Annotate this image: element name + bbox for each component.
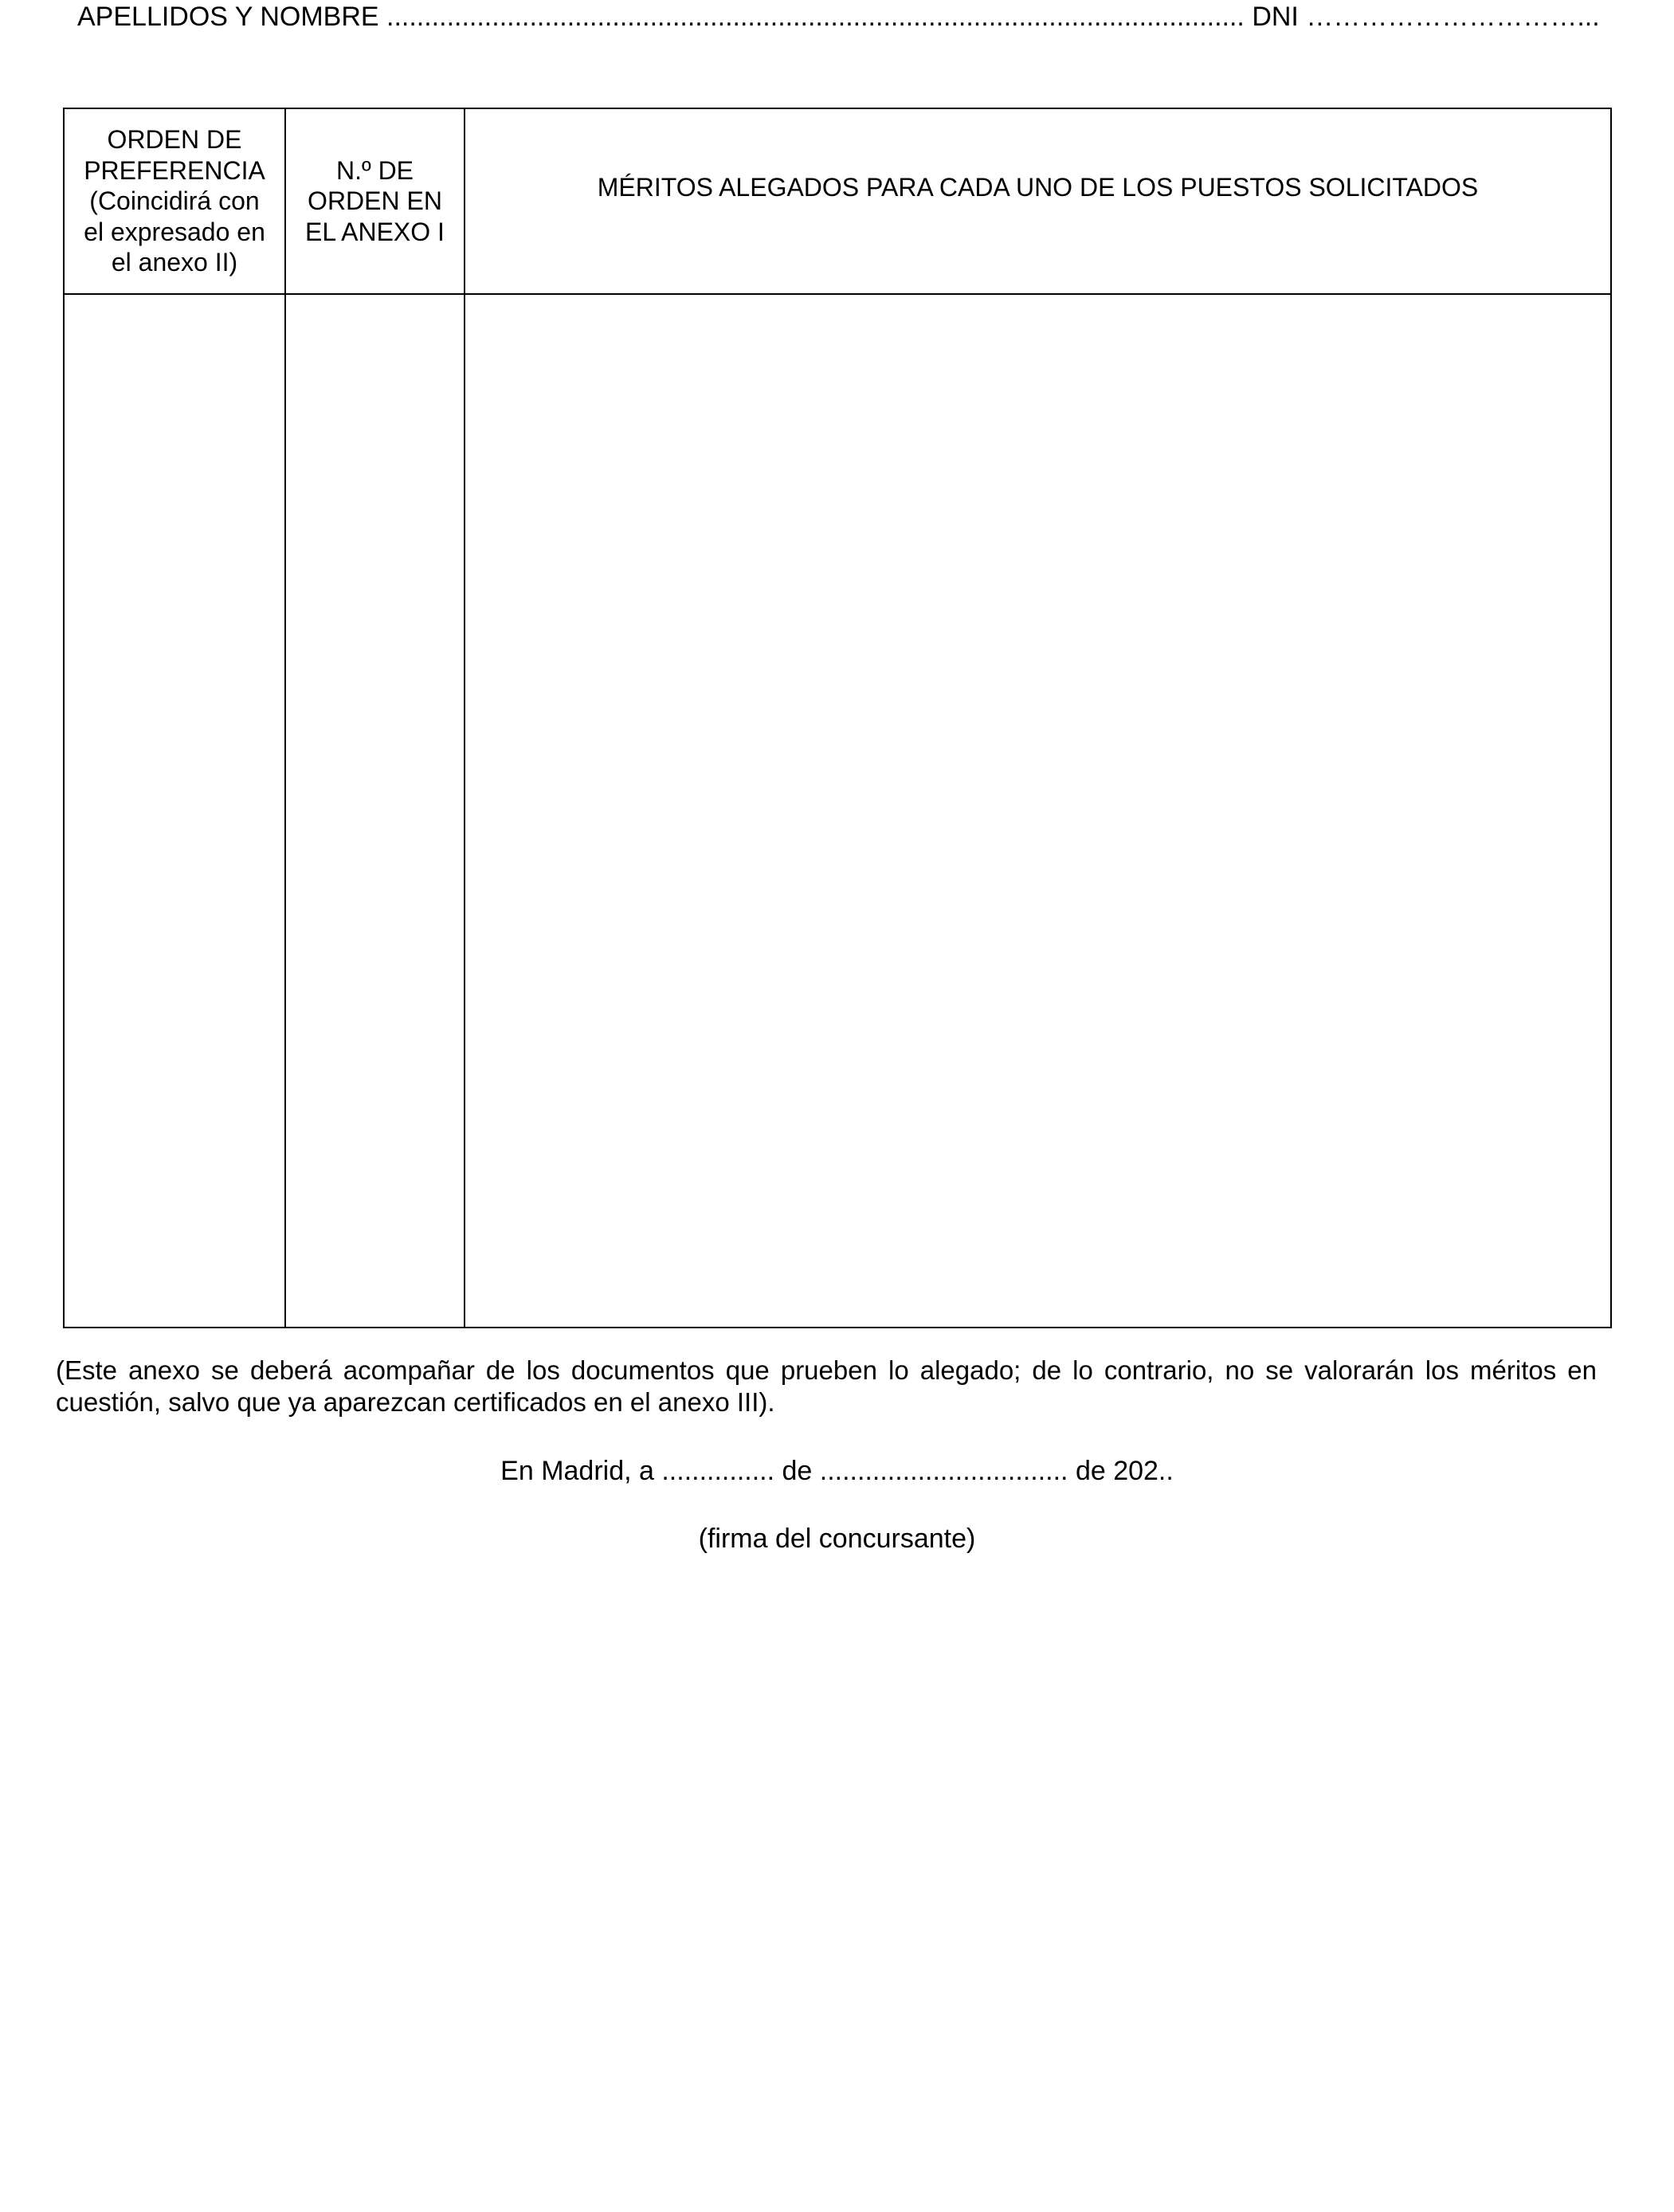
table-row <box>64 294 1611 1328</box>
merits-table <box>63 108 1612 1328</box>
cell-meritos[interactable] <box>465 294 1611 1328</box>
column-header-numero-orden-anexo: N.º DE ORDEN EN EL ANEXO I <box>285 108 465 294</box>
date-line: En Madrid, a ............... de ................................. de 202.. <box>500 1456 1174 1486</box>
signature-caption: (firma del concursante) <box>698 1524 976 1554</box>
column-header-orden-preferencia: ORDEN DE PREFERENCIA (Coincidirá con el expresado en el anexo II) <box>64 108 285 294</box>
table-header-row <box>64 108 1611 294</box>
name-dni-line: APELLIDOS Y NOMBRE .................................................................................................................. DNI …………………………... <box>77 2 1600 32</box>
column-header-meritos <box>465 108 1611 294</box>
column-header-meritos-label: MÉRITOS ALEGADOS PARA CADA UNO DE LOS PUESTOS SOLICITADOS <box>597 173 1479 202</box>
note-text: (Este anexo se deberá acompañar de los documentos que prueben lo alegado; de lo contrario, no se valorarán los méritos en cuestión, salvo que ya aparezcan certificados en el anexo III). <box>56 1355 1597 1417</box>
cell-numero-orden-anexo[interactable] <box>285 294 465 1328</box>
cell-orden-preferencia[interactable] <box>64 294 285 1328</box>
